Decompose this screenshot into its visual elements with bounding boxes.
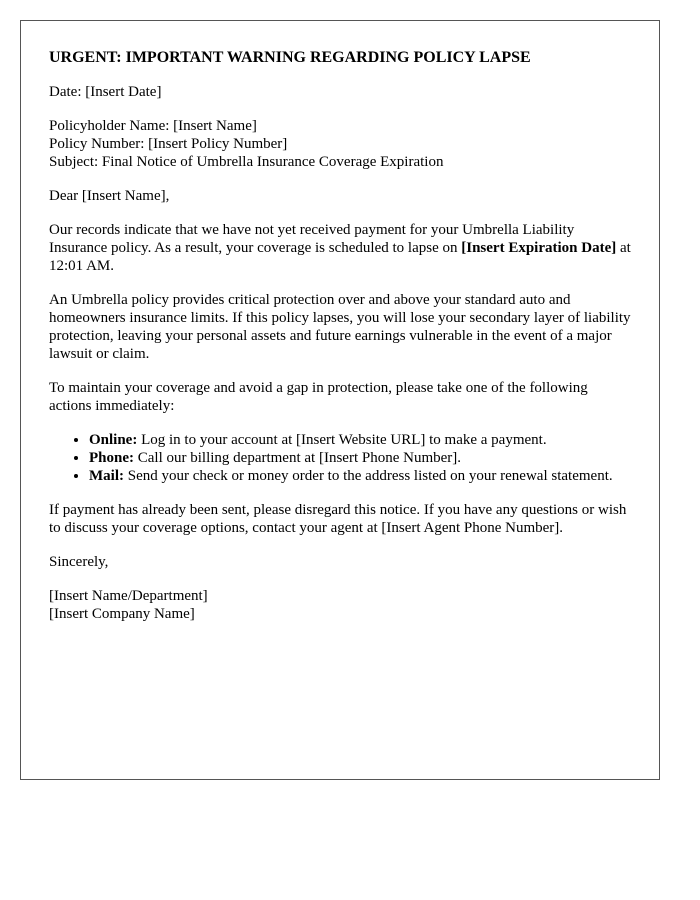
date-line: Date: [Insert Date]	[49, 84, 162, 100]
letter-title: URGENT: IMPORTANT WARNING REGARDING POLICY LAPSE	[49, 49, 531, 66]
paragraph-disregard-notice: If payment has already been sent, please disregard this notice. If you have any questions or wish to discuss your coverage options, contact your agent at [Insert Agent Phone Number].	[49, 502, 627, 536]
action-label: Mail:	[89, 468, 124, 484]
paragraph-payment-notice-start: Our records indicate that we have not yet received payment for your Umbrella Liability Insurance policy. As a result, your coverage is scheduled to lapse on	[49, 222, 575, 256]
subject-line: Subject: Final Notice of Umbrella Insurance Coverage Expiration	[49, 154, 444, 170]
actions-list	[49, 431, 631, 485]
action-label: Phone:	[89, 450, 134, 466]
paragraph-actions-intro: To maintain your coverage and avoid a gap in protection, please take one of the following actions immediately:	[49, 380, 588, 414]
policyholder-name-line: Policyholder Name: [Insert Name]	[49, 118, 257, 134]
action-text: Call our billing department at [Insert Phone Number].	[134, 450, 462, 466]
signature-block	[49, 587, 631, 623]
signature-name: [Insert Name/Department]	[49, 588, 208, 604]
action-label: Online:	[89, 432, 138, 448]
paragraph-umbrella-explanation: An Umbrella policy provides critical protection over and above your standard auto and homeowners insurance limits. If this policy lapses, you will lose your secondary layer of liability protection, leaving your personal assets and future earnings vulnerable in the event of a major lawsuit or claim.	[49, 292, 631, 362]
letter-page	[20, 20, 660, 780]
action-text: Send your check or money order to the address listed on your renewal statement.	[124, 468, 613, 484]
action-item-online	[89, 431, 631, 449]
signature-company: [Insert Company Name]	[49, 606, 195, 622]
policy-number-line: Policy Number: [Insert Policy Number]	[49, 136, 288, 152]
expiration-date-placeholder: [Insert Expiration Date]	[461, 240, 617, 256]
policy-info-block	[49, 117, 631, 171]
action-item-phone	[89, 449, 631, 467]
salutation: Dear [Insert Name],	[49, 188, 170, 204]
paragraph-payment-notice	[49, 221, 631, 275]
action-text: Log in to your account at [Insert Website URL] to make a payment.	[137, 432, 547, 448]
paragraph-payment-notice-end: at 12:01 AM.	[49, 240, 631, 274]
action-item-mail	[89, 467, 631, 485]
closing: Sincerely,	[49, 554, 109, 570]
